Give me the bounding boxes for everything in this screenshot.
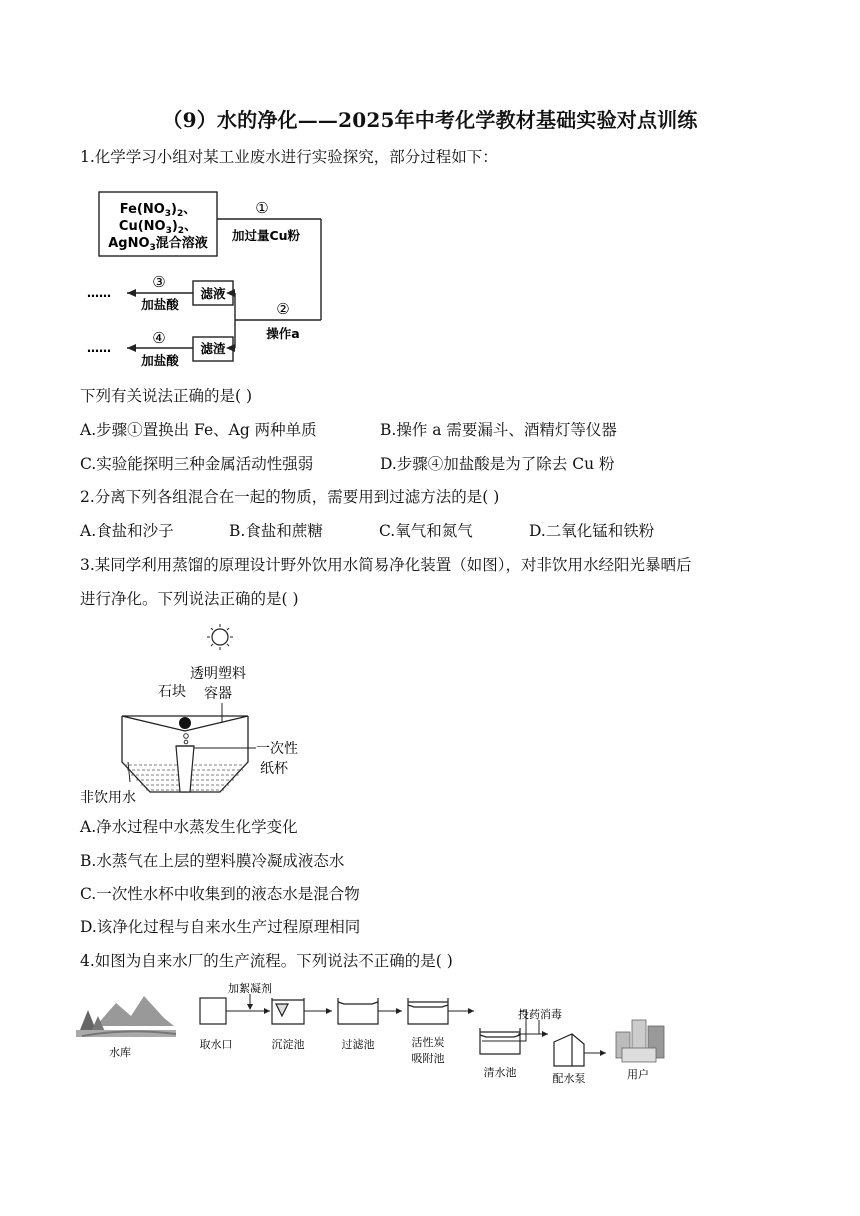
q3-stem-line2: 进行净化。下列说法正确的是( ) <box>80 590 299 608</box>
residue-label: 滤渣 <box>200 341 226 356</box>
cup-label-2: 纸杯 <box>260 761 288 777</box>
acid-label-4: 加盐酸 <box>141 353 179 368</box>
acid-label-3: 加盐酸 <box>141 297 179 312</box>
q2-stem: 2.分离下列各组混合在一起的物质，需要用到过滤方法的是( ) <box>80 488 500 506</box>
q2-option-a: A.食盐和沙子 <box>80 522 174 540</box>
intake-label: 取水口 <box>199 1038 233 1051</box>
q1-stem: 1.化学学习小组对某工业废水进行实验探究，部分过程如下： <box>80 148 498 166</box>
q3-option-b: B.水蒸气在上层的塑料膜冷凝成液态水 <box>80 852 345 870</box>
filtrate-label: 滤液 <box>200 286 226 301</box>
q2-option-c: C.氧气和氮气 <box>379 522 473 540</box>
clear-label: 清水池 <box>483 1066 517 1079</box>
q1-option-c: C.实验能探明三种金属活动性强弱 <box>80 455 314 473</box>
q1-question: 下列有关说法正确的是( ) <box>80 387 253 405</box>
solution-label-1: $Fe(NO_3)_2$、 <box>119 202 197 219</box>
q2-option-b: B.食盐和蔗糖 <box>229 522 323 540</box>
q2-option-d: D.二氧化锰和铁粉 <box>529 522 655 540</box>
pump-icon <box>554 1034 584 1066</box>
filter-label: 过滤池 <box>341 1038 375 1051</box>
q4-waterworks-flow <box>76 978 686 1093</box>
cup-label-1: 一次性 <box>256 741 298 757</box>
coagulant-label: 加絮凝剂 <box>228 982 272 995</box>
stone-marker <box>179 717 191 729</box>
sedimentation-label: 沉淀池 <box>271 1038 305 1051</box>
stone-label: 石块 <box>158 684 186 700</box>
q1-option-a: A.步骤①置换出 Fe、Ag 两种单质 <box>80 421 317 439</box>
intake-box <box>200 998 226 1024</box>
disinfect-label: 投药消毒 <box>518 1008 562 1021</box>
user-label: 用户 <box>627 1068 649 1081</box>
step4-marker: ④ <box>152 329 166 347</box>
q1-option-b: B.操作 a 需要漏斗、酒精灯等仪器 <box>380 421 617 439</box>
q1-flow-diagram <box>85 183 345 373</box>
sun-icon <box>207 624 233 650</box>
carbon-label-1: 活性炭 <box>411 1036 445 1049</box>
solution-label-2: $Cu(NO_3)_2$、 <box>118 219 198 236</box>
q1-option-d: D.步骤④加盐酸是为了除去 Cu 粉 <box>380 455 615 473</box>
dots-3: …… <box>87 286 111 300</box>
step2-marker: ② <box>276 300 290 318</box>
pump-label: 配水泵 <box>552 1072 586 1085</box>
carbon-label-2: 吸附池 <box>411 1052 445 1065</box>
reservoir-label: 水库 <box>109 1046 131 1059</box>
q3-distillation-diagram <box>80 620 298 810</box>
step3-marker: ③ <box>152 273 166 291</box>
container-label-1: 透明塑料 <box>190 666 246 682</box>
q4-stem: 4.如图为自来水厂的生产流程。下列说法不正确的是( ) <box>80 952 453 970</box>
q3-stem-line1: 3.某同学利用蒸馏的原理设计野外饮用水简易净化装置（如图），对非饮用水经阳光暴晒后 <box>80 556 692 574</box>
q3-option-a: A.净水过程中水蒸发生化学变化 <box>80 818 298 836</box>
q3-option-c: C.一次性水杯中收集到的液态水是混合物 <box>80 885 360 903</box>
step1-marker: ① <box>255 199 269 217</box>
water-label: 非饮用水 <box>80 790 136 806</box>
dots-4: …… <box>87 341 111 355</box>
reservoir-icon <box>76 996 176 1037</box>
user-buildings-icon <box>616 1020 664 1062</box>
step2-label: 操作a <box>266 326 300 341</box>
container-label-2: 容器 <box>204 686 232 702</box>
solution-label-3: AgNO$_3$混合溶液 <box>108 236 208 253</box>
page-title: （9）水的净化——2025年中考化学教材基础实验对点训练 <box>162 108 698 132</box>
q3-option-d: D.该净化过程与自来水生产过程原理相同 <box>80 918 361 936</box>
step1-label: 加过量Cu粉 <box>231 228 301 243</box>
